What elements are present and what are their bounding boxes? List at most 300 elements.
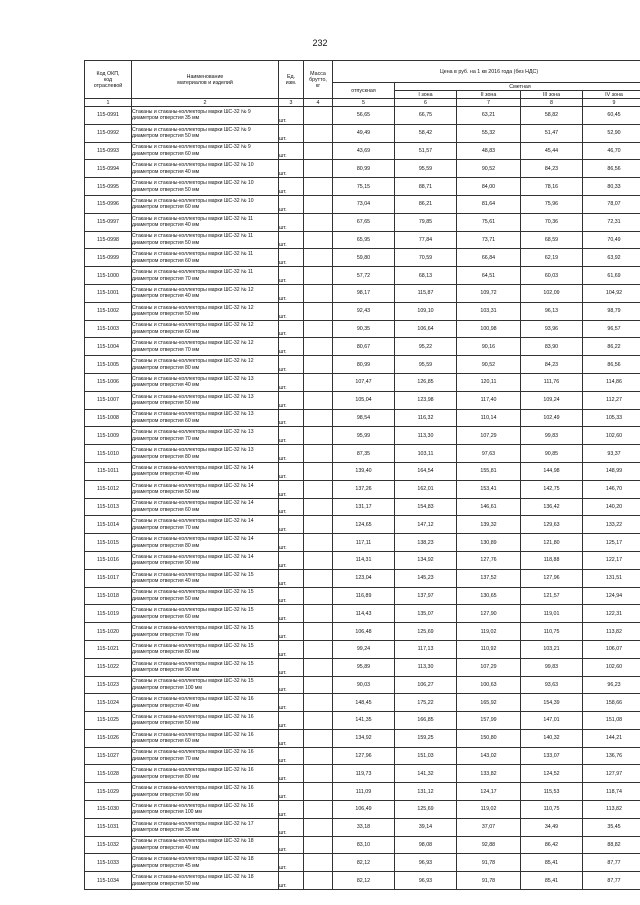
- row-zone-2-price: 155,81: [457, 462, 521, 480]
- table-row: [85, 142, 640, 160]
- row-zone-3-price: 78,16: [521, 178, 583, 196]
- row-zone-2-price: 55,32: [457, 124, 521, 142]
- row-release-price: 82,12: [333, 872, 395, 890]
- row-zone-3-price: 68,59: [521, 231, 583, 249]
- row-zone-4-price: 60,45: [583, 107, 640, 125]
- row-mass: [304, 640, 333, 658]
- row-unit: шт.: [279, 124, 304, 142]
- row-mass: [304, 747, 333, 765]
- row-mass: [304, 818, 333, 836]
- row-mass: [304, 107, 333, 125]
- row-zone-2-price: 127,76: [457, 551, 521, 569]
- row-zone-1-price: 51,57: [395, 142, 457, 160]
- table-row: [85, 534, 640, 552]
- row-zone-4-price: 158,66: [583, 694, 640, 712]
- row-name: Стаканы и стаканы-коллекторы марки ШС-32 № 15 диаметром отверстия 100 мм: [132, 676, 279, 694]
- row-unit: шт.: [279, 107, 304, 125]
- row-name: Стаканы и стаканы-коллекторы марки ШС-32 № 16 диаметром отверстия 70 мм: [132, 747, 279, 765]
- table-row: [85, 124, 640, 142]
- row-code: 115-0991: [85, 107, 132, 125]
- row-name: Стаканы и стаканы-коллекторы марки ШС-32 № 14 диаметром отверстия 80 мм: [132, 534, 279, 552]
- row-zone-1-price: 79,85: [395, 213, 457, 231]
- row-code: 115-1007: [85, 391, 132, 409]
- row-zone-3-price: 119,01: [521, 605, 583, 623]
- row-zone-4-price: 78,07: [583, 195, 640, 213]
- row-mass: [304, 409, 333, 427]
- row-zone-2-price: 139,32: [457, 516, 521, 534]
- row-unit: шт.: [279, 818, 304, 836]
- row-zone-3-price: 109,24: [521, 391, 583, 409]
- row-unit: шт.: [279, 747, 304, 765]
- row-zone-2-price: 90,52: [457, 160, 521, 178]
- row-release-price: 127,96: [333, 747, 395, 765]
- row-zone-4-price: 122,17: [583, 551, 640, 569]
- row-release-price: 111,09: [333, 783, 395, 801]
- row-code: 115-1020: [85, 623, 132, 641]
- row-name: Стаканы и стаканы-коллекторы марки ШС-32 № 18 диаметром отверстия 40 мм: [132, 836, 279, 854]
- row-zone-3-price: 99,83: [521, 427, 583, 445]
- row-release-price: 73,04: [333, 195, 395, 213]
- row-release-price: 83,10: [333, 836, 395, 854]
- row-zone-2-price: 130,65: [457, 587, 521, 605]
- row-zone-4-price: 146,70: [583, 480, 640, 498]
- table-row: [85, 195, 640, 213]
- row-release-price: 92,43: [333, 302, 395, 320]
- table-row: [85, 623, 640, 641]
- row-zone-1-price: 134,92: [395, 551, 457, 569]
- row-release-price: 141,35: [333, 712, 395, 730]
- table-row: [85, 854, 640, 872]
- table-header: [85, 61, 640, 107]
- row-name: Стаканы и стаканы-коллекторы марки ШС-32 № 13 диаметром отверстия 50 мм: [132, 391, 279, 409]
- row-release-price: 116,89: [333, 587, 395, 605]
- row-release-price: 65,95: [333, 231, 395, 249]
- row-mass: [304, 338, 333, 356]
- row-zone-4-price: 133,22: [583, 516, 640, 534]
- table-body: [85, 107, 640, 890]
- row-zone-4-price: 98,79: [583, 302, 640, 320]
- row-code: 115-1001: [85, 284, 132, 302]
- table-row: [85, 338, 640, 356]
- row-zone-1-price: 126,85: [395, 373, 457, 391]
- row-release-price: 87,35: [333, 445, 395, 463]
- row-zone-1-price: 70,59: [395, 249, 457, 267]
- row-release-price: 98,54: [333, 409, 395, 427]
- column-number: 4: [304, 99, 333, 107]
- row-zone-3-price: 124,52: [521, 765, 583, 783]
- row-mass: [304, 872, 333, 890]
- row-zone-4-price: 70,49: [583, 231, 640, 249]
- row-zone-2-price: 109,72: [457, 284, 521, 302]
- row-name: Стаканы и стаканы-коллекторы марки ШС-32 № 18 диаметром отверстия 50 мм: [132, 872, 279, 890]
- row-name: Стаканы и стаканы-коллекторы марки ШС-32 № 17 диаметром отверстия 35 мм: [132, 818, 279, 836]
- row-code: 115-1009: [85, 427, 132, 445]
- row-code: 115-0999: [85, 249, 132, 267]
- row-name: Стаканы и стаканы-коллекторы марки ШС-32 № 16 диаметром отверстия 80 мм: [132, 765, 279, 783]
- row-name: Стаканы и стаканы-коллекторы марки ШС-32 № 16 диаметром отверстия 90 мм: [132, 783, 279, 801]
- table-row: [85, 783, 640, 801]
- header-release-price: отпускная: [333, 83, 395, 99]
- table-row: [85, 107, 640, 125]
- row-unit: шт.: [279, 249, 304, 267]
- row-unit: шт.: [279, 569, 304, 587]
- row-zone-4-price: 105,33: [583, 409, 640, 427]
- row-code: 115-1030: [85, 801, 132, 819]
- row-zone-4-price: 61,69: [583, 267, 640, 285]
- row-code: 115-1010: [85, 445, 132, 463]
- row-release-price: 106,49: [333, 801, 395, 819]
- row-zone-4-price: 114,86: [583, 373, 640, 391]
- row-zone-2-price: 100,63: [457, 676, 521, 694]
- row-mass: [304, 445, 333, 463]
- row-zone-2-price: 91,78: [457, 854, 521, 872]
- row-zone-3-price: 70,36: [521, 213, 583, 231]
- row-zone-4-price: 127,97: [583, 765, 640, 783]
- row-zone-1-price: 113,30: [395, 427, 457, 445]
- row-zone-4-price: 118,74: [583, 783, 640, 801]
- row-zone-4-price: 131,51: [583, 569, 640, 587]
- row-code: 115-0998: [85, 231, 132, 249]
- table-row: [85, 551, 640, 569]
- row-zone-1-price: 95,22: [395, 338, 457, 356]
- row-zone-2-price: 119,02: [457, 801, 521, 819]
- row-unit: шт.: [279, 801, 304, 819]
- row-zone-1-price: 162,01: [395, 480, 457, 498]
- row-name: Стаканы и стаканы-коллекторы марки ШС-32 № 15 диаметром отверстия 60 мм: [132, 605, 279, 623]
- row-name: Стаканы и стаканы-коллекторы марки ШС-32 № 11 диаметром отверстия 70 мм: [132, 267, 279, 285]
- row-zone-4-price: 96,23: [583, 676, 640, 694]
- table-row: [85, 302, 640, 320]
- row-name: Стаканы и стаканы-коллекторы марки ШС-32 № 15 диаметром отверстия 90 мм: [132, 658, 279, 676]
- row-zone-1-price: 123,98: [395, 391, 457, 409]
- row-zone-1-price: 103,11: [395, 445, 457, 463]
- row-zone-3-price: 144,98: [521, 462, 583, 480]
- row-name: Стаканы и стаканы-коллекторы марки ШС-32 № 12 диаметром отверстия 50 мм: [132, 302, 279, 320]
- row-code: 115-1023: [85, 676, 132, 694]
- table-row: [85, 231, 640, 249]
- row-code: 115-1014: [85, 516, 132, 534]
- column-number: 9: [583, 99, 640, 107]
- row-zone-3-price: 142,75: [521, 480, 583, 498]
- column-numbers-row: [85, 99, 640, 107]
- row-zone-2-price: 92,88: [457, 836, 521, 854]
- table-row: [85, 356, 640, 374]
- row-release-price: 90,35: [333, 320, 395, 338]
- row-zone-3-price: 103,21: [521, 640, 583, 658]
- header-zone-3: III зона: [521, 91, 583, 99]
- row-zone-4-price: 87,77: [583, 872, 640, 890]
- row-code: 115-1032: [85, 836, 132, 854]
- row-zone-2-price: 143,02: [457, 747, 521, 765]
- row-mass: [304, 712, 333, 730]
- column-number: 8: [521, 99, 583, 107]
- row-name: Стаканы и стаканы-коллекторы марки ШС-32 № 12 диаметром отверстия 70 мм: [132, 338, 279, 356]
- row-code: 115-1022: [85, 658, 132, 676]
- row-release-price: 95,99: [333, 427, 395, 445]
- table-row: [85, 213, 640, 231]
- row-release-price: 80,99: [333, 356, 395, 374]
- row-zone-2-price: 110,14: [457, 409, 521, 427]
- row-code: 115-1026: [85, 729, 132, 747]
- row-code: 115-1021: [85, 640, 132, 658]
- table-row: [85, 320, 640, 338]
- table-row: [85, 462, 640, 480]
- row-name: Стаканы и стаканы-коллекторы марки ШС-32 № 16 диаметром отверстия 40 мм: [132, 694, 279, 712]
- column-number: 6: [395, 99, 457, 107]
- row-code: 115-1031: [85, 818, 132, 836]
- row-zone-4-price: 35,45: [583, 818, 640, 836]
- row-unit: шт.: [279, 712, 304, 730]
- row-zone-4-price: 102,60: [583, 427, 640, 445]
- row-zone-3-price: 118,88: [521, 551, 583, 569]
- row-unit: шт.: [279, 498, 304, 516]
- row-unit: шт.: [279, 356, 304, 374]
- row-mass: [304, 676, 333, 694]
- row-mass: [304, 516, 333, 534]
- table-row: [85, 694, 640, 712]
- row-release-price: 114,31: [333, 551, 395, 569]
- row-release-price: 33,18: [333, 818, 395, 836]
- row-release-price: 124,65: [333, 516, 395, 534]
- row-mass: [304, 462, 333, 480]
- row-mass: [304, 142, 333, 160]
- row-mass: [304, 854, 333, 872]
- row-zone-4-price: 148,99: [583, 462, 640, 480]
- row-code: 115-1002: [85, 302, 132, 320]
- row-zone-4-price: 113,82: [583, 623, 640, 641]
- row-mass: [304, 623, 333, 641]
- row-mass: [304, 320, 333, 338]
- row-zone-4-price: 136,76: [583, 747, 640, 765]
- row-zone-1-price: 68,13: [395, 267, 457, 285]
- row-zone-1-price: 166,85: [395, 712, 457, 730]
- table-row: [85, 409, 640, 427]
- row-unit: шт.: [279, 605, 304, 623]
- row-zone-2-price: 127,90: [457, 605, 521, 623]
- row-name: Стаканы и стаканы-коллекторы марки ШС-32 № 9 диаметром отверстия 60 мм: [132, 142, 279, 160]
- row-code: 115-0996: [85, 195, 132, 213]
- row-code: 115-1015: [85, 534, 132, 552]
- table-row: [85, 801, 640, 819]
- column-number: 7: [457, 99, 521, 107]
- row-unit: шт.: [279, 623, 304, 641]
- row-zone-1-price: 96,93: [395, 872, 457, 890]
- row-name: Стаканы и стаканы-коллекторы марки ШС-32 № 14 диаметром отверстия 50 мм: [132, 480, 279, 498]
- row-zone-2-price: 120,11: [457, 373, 521, 391]
- header-estimate-price: Сметная: [395, 83, 640, 91]
- row-zone-4-price: 124,94: [583, 587, 640, 605]
- row-zone-1-price: 164,54: [395, 462, 457, 480]
- row-mass: [304, 356, 333, 374]
- row-zone-4-price: 112,27: [583, 391, 640, 409]
- row-zone-3-price: 102,09: [521, 284, 583, 302]
- row-zone-4-price: 113,82: [583, 801, 640, 819]
- row-code: 115-1027: [85, 747, 132, 765]
- row-code: 115-0994: [85, 160, 132, 178]
- row-code: 115-1025: [85, 712, 132, 730]
- row-zone-2-price: 48,83: [457, 142, 521, 160]
- row-code: 115-1034: [85, 872, 132, 890]
- row-zone-4-price: 125,17: [583, 534, 640, 552]
- row-unit: шт.: [279, 729, 304, 747]
- row-name: Стаканы и стаканы-коллекторы марки ШС-32 № 13 диаметром отверстия 80 мм: [132, 445, 279, 463]
- row-release-price: 98,17: [333, 284, 395, 302]
- table-row: [85, 373, 640, 391]
- row-unit: шт.: [279, 445, 304, 463]
- row-zone-3-price: 58,82: [521, 107, 583, 125]
- row-zone-1-price: 125,69: [395, 623, 457, 641]
- row-mass: [304, 124, 333, 142]
- table-row: [85, 712, 640, 730]
- row-release-price: 106,48: [333, 623, 395, 641]
- row-name: Стаканы и стаканы-коллекторы марки ШС-32 № 9 диаметром отверстия 50 мм: [132, 124, 279, 142]
- row-zone-4-price: 72,31: [583, 213, 640, 231]
- row-code: 115-1028: [85, 765, 132, 783]
- row-zone-3-price: 85,41: [521, 854, 583, 872]
- row-unit: шт.: [279, 320, 304, 338]
- row-mass: [304, 534, 333, 552]
- row-release-price: 148,45: [333, 694, 395, 712]
- row-unit: шт.: [279, 694, 304, 712]
- row-zone-4-price: 104,92: [583, 284, 640, 302]
- row-zone-3-price: 93,96: [521, 320, 583, 338]
- row-zone-4-price: 122,31: [583, 605, 640, 623]
- row-name: Стаканы и стаканы-коллекторы марки ШС-32 № 14 диаметром отверстия 70 мм: [132, 516, 279, 534]
- header-name: Наименование материалов и изделий: [132, 61, 279, 99]
- row-mass: [304, 427, 333, 445]
- row-zone-1-price: 131,12: [395, 783, 457, 801]
- row-unit: шт.: [279, 195, 304, 213]
- row-unit: шт.: [279, 658, 304, 676]
- row-zone-2-price: 157,99: [457, 712, 521, 730]
- row-release-price: 137,26: [333, 480, 395, 498]
- row-unit: шт.: [279, 765, 304, 783]
- row-mass: [304, 729, 333, 747]
- row-zone-3-price: 51,47: [521, 124, 583, 142]
- row-name: Стаканы и стаканы-коллекторы марки ШС-32 № 14 диаметром отверстия 40 мм: [132, 462, 279, 480]
- row-name: Стаканы и стаканы-коллекторы марки ШС-32 № 13 диаметром отверстия 60 мм: [132, 409, 279, 427]
- column-number: 5: [333, 99, 395, 107]
- row-code: 115-1016: [85, 551, 132, 569]
- row-zone-2-price: 90,52: [457, 356, 521, 374]
- row-mass: [304, 765, 333, 783]
- row-unit: шт.: [279, 836, 304, 854]
- table-row: [85, 569, 640, 587]
- row-unit: шт.: [279, 267, 304, 285]
- row-zone-4-price: 151,08: [583, 712, 640, 730]
- row-code: 115-1019: [85, 605, 132, 623]
- row-zone-4-price: 96,57: [583, 320, 640, 338]
- row-code: 115-1017: [85, 569, 132, 587]
- row-zone-2-price: 124,17: [457, 783, 521, 801]
- row-zone-3-price: 110,75: [521, 623, 583, 641]
- row-name: Стаканы и стаканы-коллекторы марки ШС-32 № 15 диаметром отверстия 80 мм: [132, 640, 279, 658]
- row-unit: шт.: [279, 534, 304, 552]
- row-name: Стаканы и стаканы-коллекторы марки ШС-32 № 11 диаметром отверстия 60 мм: [132, 249, 279, 267]
- table-row: [85, 729, 640, 747]
- row-code: 115-1004: [85, 338, 132, 356]
- row-zone-1-price: 116,32: [395, 409, 457, 427]
- row-release-price: 75,15: [333, 178, 395, 196]
- header-unit: Ед. изм.: [279, 61, 304, 99]
- row-release-price: 134,92: [333, 729, 395, 747]
- row-zone-4-price: 86,56: [583, 356, 640, 374]
- row-zone-3-price: 110,75: [521, 801, 583, 819]
- row-zone-1-price: 135,07: [395, 605, 457, 623]
- price-table: [84, 60, 640, 890]
- table-row: [85, 818, 640, 836]
- row-release-price: 80,67: [333, 338, 395, 356]
- table-row: [85, 498, 640, 516]
- row-unit: шт.: [279, 480, 304, 498]
- table-row: [85, 747, 640, 765]
- row-mass: [304, 694, 333, 712]
- header-zone-2: II зона: [457, 91, 521, 99]
- row-zone-3-price: 147,01: [521, 712, 583, 730]
- header-price-title: Цена в руб. на 1 кв 2016 года (без НДС): [333, 61, 640, 83]
- row-release-price: 49,49: [333, 124, 395, 142]
- row-code: 115-1018: [85, 587, 132, 605]
- row-zone-1-price: 137,97: [395, 587, 457, 605]
- row-name: Стаканы и стаканы-коллекторы марки ШС-32 № 11 диаметром отверстия 50 мм: [132, 231, 279, 249]
- row-zone-4-price: 86,56: [583, 160, 640, 178]
- row-zone-2-price: 133,82: [457, 765, 521, 783]
- row-zone-1-price: 159,25: [395, 729, 457, 747]
- row-zone-2-price: 153,41: [457, 480, 521, 498]
- row-zone-2-price: 37,07: [457, 818, 521, 836]
- row-name: Стаканы и стаканы-коллекторы марки ШС-32 № 16 диаметром отверстия 50 мм: [132, 712, 279, 730]
- row-unit: шт.: [279, 284, 304, 302]
- row-zone-2-price: 117,40: [457, 391, 521, 409]
- row-code: 115-1006: [85, 373, 132, 391]
- row-mass: [304, 178, 333, 196]
- row-release-price: 59,80: [333, 249, 395, 267]
- row-zone-4-price: 144,21: [583, 729, 640, 747]
- table-row: [85, 160, 640, 178]
- row-code: 115-1005: [85, 356, 132, 374]
- row-mass: [304, 284, 333, 302]
- column-number: 1: [85, 99, 132, 107]
- row-zone-2-price: 63,21: [457, 107, 521, 125]
- row-zone-4-price: 140,20: [583, 498, 640, 516]
- table-row: [85, 249, 640, 267]
- column-number: 3: [279, 99, 304, 107]
- row-release-price: 107,47: [333, 373, 395, 391]
- row-zone-3-price: 93,63: [521, 676, 583, 694]
- row-name: Стаканы и стаканы-коллекторы марки ШС-32 № 14 диаметром отверстия 90 мм: [132, 551, 279, 569]
- table-row: [85, 284, 640, 302]
- row-zone-3-price: 96,13: [521, 302, 583, 320]
- row-name: Стаканы и стаканы-коллекторы марки ШС-32 № 13 диаметром отверстия 70 мм: [132, 427, 279, 445]
- table-row: [85, 658, 640, 676]
- row-unit: шт.: [279, 391, 304, 409]
- row-zone-1-price: 58,42: [395, 124, 457, 142]
- row-zone-3-price: 140,32: [521, 729, 583, 747]
- row-zone-1-price: 39,14: [395, 818, 457, 836]
- row-zone-4-price: 102,60: [583, 658, 640, 676]
- row-zone-2-price: 119,02: [457, 623, 521, 641]
- row-zone-1-price: 141,32: [395, 765, 457, 783]
- row-zone-2-price: 75,61: [457, 213, 521, 231]
- row-zone-1-price: 106,64: [395, 320, 457, 338]
- row-code: 115-0995: [85, 178, 132, 196]
- row-code: 115-1033: [85, 854, 132, 872]
- row-zone-1-price: 77,84: [395, 231, 457, 249]
- table-row: [85, 267, 640, 285]
- row-zone-1-price: 98,08: [395, 836, 457, 854]
- row-zone-3-price: 115,53: [521, 783, 583, 801]
- page-number: 232: [312, 38, 328, 48]
